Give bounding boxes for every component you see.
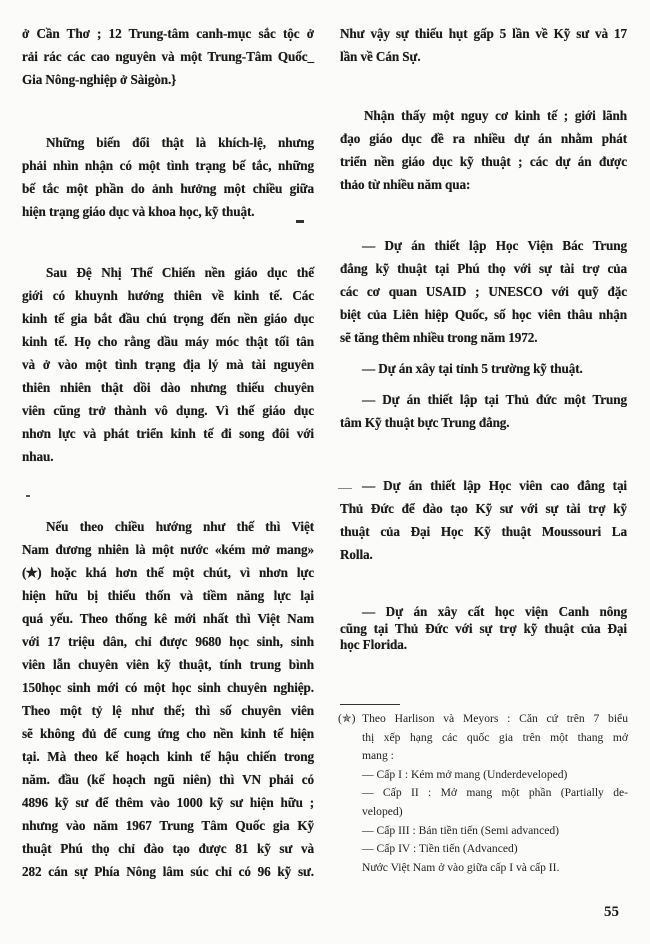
text-line: — Dự án xây tại tỉnh 5 trường kỹ thuật. xyxy=(362,361,583,376)
footnote-rule xyxy=(340,704,400,705)
footnote-line: — Cấp II : Mở mang một phần (Partially de- xyxy=(362,786,628,800)
text-line: quá yếu. Theo thống kê mới nhất thì Việt Nam xyxy=(22,611,314,626)
text-line: — Dự án thiết lập Học Viện Bác Trung xyxy=(362,238,627,253)
text-line: thuật của Đại Học Kỹ thuật Moussouri La xyxy=(340,524,627,539)
text-line: nhơn lực và phát triển kinh tế đi song đôi với xyxy=(22,426,314,441)
text-line: 150học sinh mới có một học sinh chuyên nghiệp. xyxy=(22,680,314,695)
text-line: triển nền giáo dục kỹ thuật ; các dự án được xyxy=(340,154,627,169)
text-line: Nếu theo chiều hướng như thế thì Việt xyxy=(46,519,314,534)
paragraph-bien-doi xyxy=(22,131,314,223)
paragraph-viet-nam xyxy=(22,515,314,883)
text-line: viên lẫn chuyên viên kỹ thuật, tính trung bình xyxy=(22,657,314,672)
text-line: — Dự án xây cất học viện Canh nông xyxy=(362,604,627,619)
text-line: tại. Mà theo kế hoạch kinh tế hậu chiến trong xyxy=(22,749,314,764)
text-line: tâm Kỹ thuật bực Trung đẳng. xyxy=(340,415,510,430)
text-line: các cơ quan USAID ; UNESCO với quỹ đặc xyxy=(340,284,627,299)
footnote-line: veloped) xyxy=(362,804,403,818)
text-line: nhưng vào năm 1967 Trung Tâm Quốc gia Kỹ xyxy=(22,818,314,833)
text-line: nhau. xyxy=(22,449,54,464)
text-line: rải rác các cao nguyên và một Trung-Tâm Quốc_ xyxy=(22,49,314,64)
project-cao-dang-thu-duc xyxy=(340,474,627,566)
text-line: — Dự án thiết lập tại Thủ đức một Trung xyxy=(362,392,627,407)
text-line: Thủ Đức để đào tạo Kỹ sư với sự tài trợ kỹ xyxy=(340,501,627,516)
text-line: Sau Đệ Nhị Thế Chiến nền giáo dục thế xyxy=(46,265,314,280)
project-canh-nong xyxy=(340,604,627,654)
text-line: lần về Cán Sự. xyxy=(340,49,421,64)
footnote xyxy=(338,710,628,877)
text-line: Nhận thấy một nguy cơ kinh tế ; giới lãnh xyxy=(364,108,627,123)
text-line: 4896 kỹ sư để thêm vào 1000 kỹ sư hiện hữu ; xyxy=(22,795,314,810)
text-line: Rolla. xyxy=(340,547,373,562)
text-line: (✯) hoặc khá hơn thế một chút, vì nhơn lực xyxy=(22,565,314,580)
project-trung-tam-thu-duc xyxy=(340,388,627,434)
text-line: và ở vào một tình trạng địa lý mà tài nguyên xyxy=(22,357,314,372)
footnote-line: thị xếp hạng các quốc gia trên một thang mở xyxy=(362,730,628,744)
footnote-line: — Cấp I : Kém mở mang (Underdeveloped) xyxy=(362,767,568,781)
text-line: với 17 triệu dân, chỉ được 9680 học sinh, sinh xyxy=(22,634,314,649)
print-mark xyxy=(296,220,304,223)
text-line: Nam đương nhiên là một nước «kém mở mang» xyxy=(22,542,314,557)
text-line: ở Cần Thơ ; 12 Trung-tâm canh-mục sắc tộc ở xyxy=(22,26,314,41)
text-line: phải nhìn nhận có một tình trạng bế tắc, những xyxy=(22,158,314,173)
text-line: 282 cán sự Phía Nông lâm súc chỉ có 96 kỹ sư. xyxy=(22,864,314,879)
footnote-line: mang : xyxy=(362,749,394,763)
footnote-line: Theo Harlison và Meyors : Căn cứ trên 7 biểu xyxy=(362,712,628,725)
footnote-marker: (✯) xyxy=(338,712,356,725)
text-line: viên cũng trở thành vô dụng. Vì thế giáo dục xyxy=(22,403,314,418)
footnote-body xyxy=(338,710,628,877)
text-line: sẽ không đủ để cung ứng cho nền kinh tế hiện xyxy=(22,726,314,741)
paragraph-nguy-co xyxy=(340,104,627,196)
text-line: Gia Nông-nghiệp ở Sàigòn.} xyxy=(22,72,177,87)
project-hoc-vien-phu-tho xyxy=(340,234,627,349)
footnote-line: Nước Việt Nam ở vào giữa cấp I và cấp II. xyxy=(362,860,560,874)
text-line: đẳng kỹ thuật tại Phú thọ với sự tài trợ của xyxy=(340,261,627,276)
text-line: Theo một tỷ lệ như thế; thì số chuyên viên xyxy=(22,703,314,718)
text-line: đạo giáo dục đề ra nhiều dự án nhằm phát xyxy=(340,131,627,146)
text-line: thuật Phú thọ chỉ đào tạo được 81 kỹ sư và xyxy=(22,841,314,856)
paragraph-thieu-hut xyxy=(340,22,627,68)
text-line: Những biến đổi thật là khích-lệ, nhưng xyxy=(46,135,314,150)
text-line: năm. đầu (kế hoạch ngũ niên) thì VN phải có xyxy=(22,772,314,787)
text-line: học Florida. xyxy=(340,637,407,652)
paragraph-the-chien xyxy=(22,261,314,468)
text-line: thiên nhiên thật dồi dào nhưng thiếu chuyên xyxy=(22,380,314,395)
text-line: Như vậy sự thiếu hụt gấp 5 lần về Kỹ sư và 17 xyxy=(340,26,627,41)
paragraph-can-tho xyxy=(22,22,314,91)
project-5-truong xyxy=(340,357,627,380)
footnote-line: — Cấp IV : Tiền tiến (Advanced) xyxy=(362,842,518,856)
text-line: hiện hữu bị thiếu thốn và tiềm năng lực lại xyxy=(22,588,314,603)
text-line: bế tắc một phần do ảnh hưởng một chiều giữa xyxy=(22,181,314,196)
page-number: 55 xyxy=(604,904,619,920)
text-line: hiện trạng giáo dục và khoa học, kỹ thuật. xyxy=(22,204,255,219)
text-line: kinh tế. Họ cho rằng dầu máy móc thật tối tân xyxy=(22,334,314,349)
text-line: sẽ tăng thêm nhiều trong năm 1972. xyxy=(340,330,538,345)
text-line: thảo từ nhiều năm qua: xyxy=(340,177,471,192)
print-mark xyxy=(26,495,30,497)
text-line: cũng tại Thủ Đức với sự trợ kỹ thuật của Đại xyxy=(340,620,627,636)
text-line: — Dự án thiết lập Học viên cao đẳng tại xyxy=(362,478,627,493)
footnote-line: — Cấp III : Bán tiền tiến (Semi advanced) xyxy=(362,823,560,837)
text-line: kinh tế gia bắt đầu chú trọng đến nền giáo dục xyxy=(22,311,314,326)
text-line: giới có khuynh hướng thiên về kinh tế. Các xyxy=(22,288,314,303)
text-line: biệt của Liên hiệp Quốc, số học viên thâu nhận xyxy=(340,307,627,322)
